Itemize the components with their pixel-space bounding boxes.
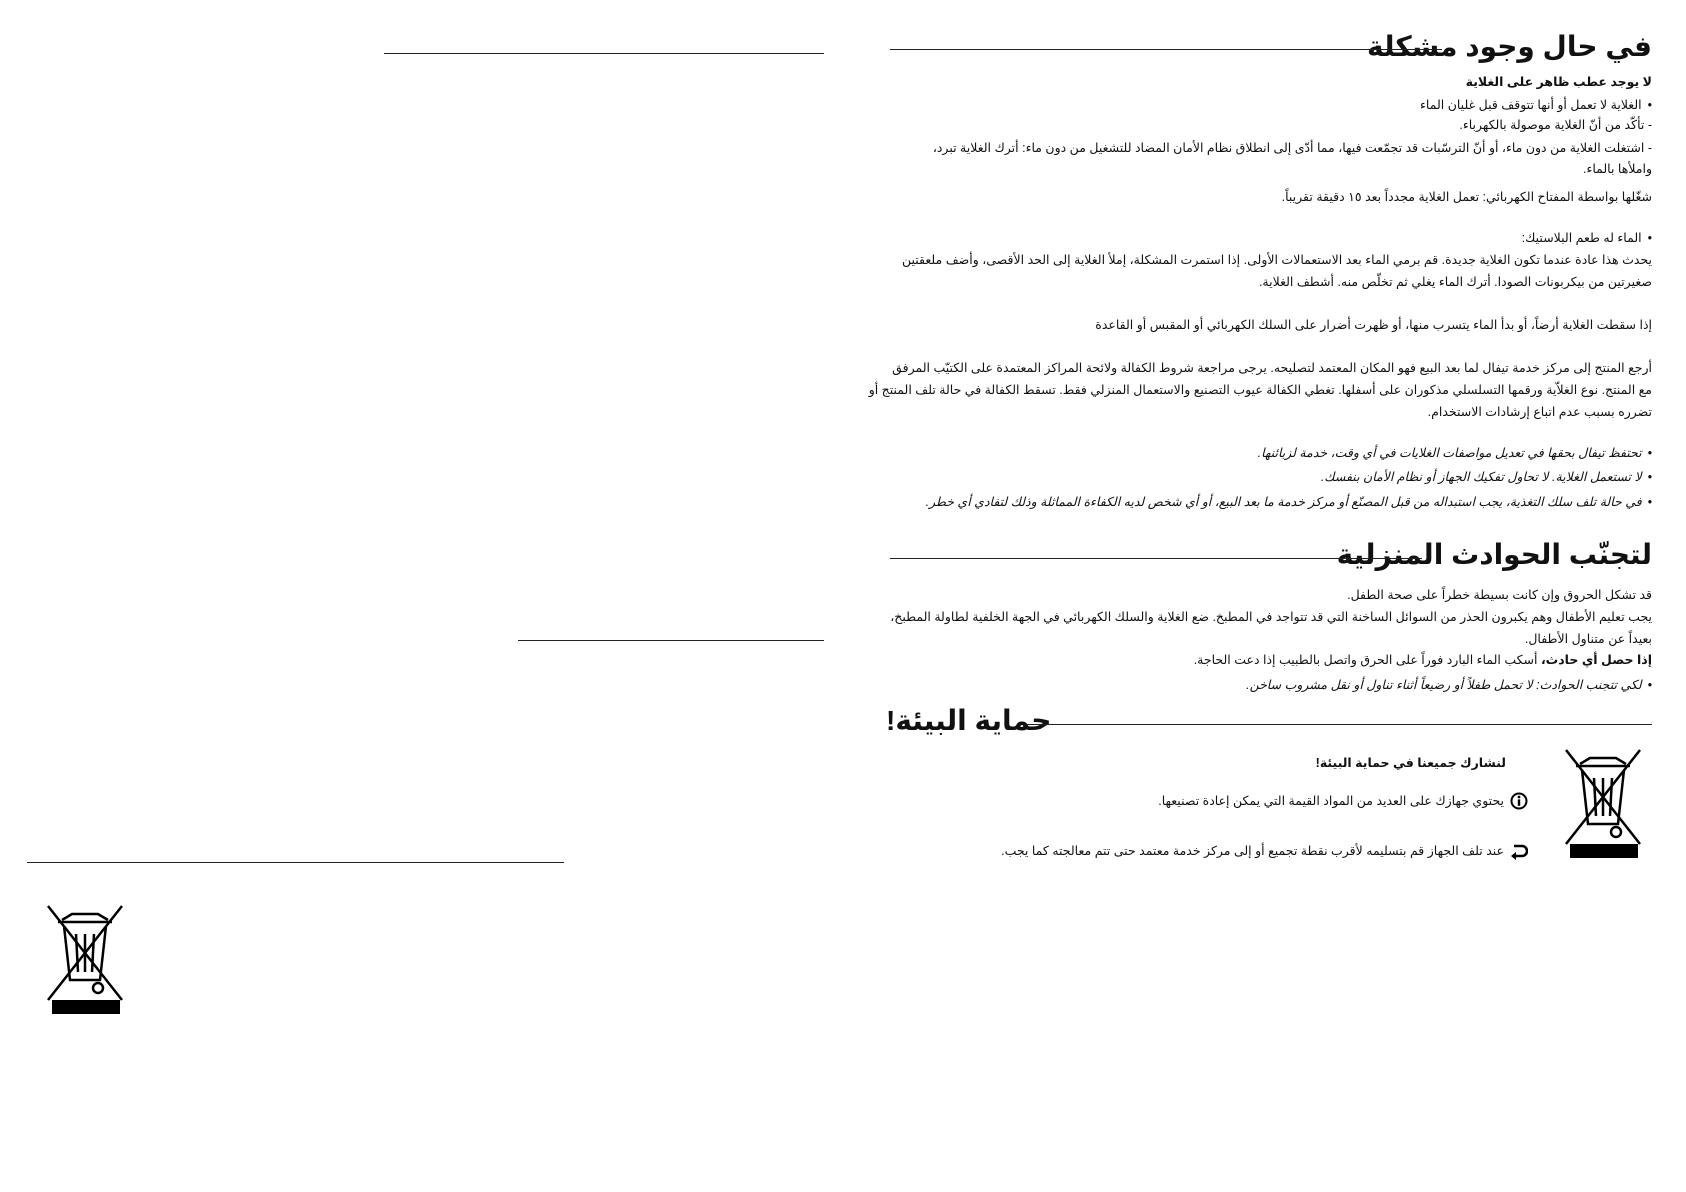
accidents-heading-rule — [890, 558, 1422, 559]
environment-info-row — [1158, 792, 1528, 810]
problem-line-6: • الماء له طعم البلاستيك: — [1522, 230, 1652, 246]
environment-info-text: يحتوي جهازك على العديد من المواد القيمة التي يمكن إعادة تصنيعها. — [1158, 794, 1504, 808]
environment-recycle-row — [1001, 842, 1528, 860]
problem-line-4: واملأها بالماء. — [1582, 162, 1652, 176]
accidents-line-3: بعيداً عن متناول الأطفال. — [1524, 632, 1652, 646]
problem-note-2: • لا تستعمل الغلاية. لا تحاول تفكيك الجهاز أو نظام الأمان بنفسك. — [1321, 469, 1652, 485]
left-top-rule — [384, 53, 824, 54]
problem-line-1: • الغلاية لا تعمل أو أنها تتوقف قبل غليان الماء — [1420, 97, 1652, 113]
left-mid-rule — [518, 640, 824, 641]
problem-line-11: مع المنتج. نوع الغلاّية ورقمها التسلسلي مذكوران على أسفلها. تغطي الكفالة عيوب التصنيع والاستعمال المنزلي فقط. تسقط الكفالة في حالة تلف المنتج أو — [868, 383, 1652, 397]
environment-subheading: لنشارك جميعنا في حماية البيئة! — [1315, 756, 1506, 770]
environment-heading-rule — [1024, 724, 1652, 725]
problem-line-10: أرجع المنتج إلى مركز خدمة تيفال لما بعد البيع فهو المكان المعتمد لتصليحه. يرجى مراجعة شروط الكفالة ولائحة المراكز المعتمدة على الكتيّب المرفق — [892, 361, 1652, 375]
recycle-arrow-icon — [1510, 842, 1528, 860]
problem-note-3: • في حالة تلف سلك التغذية، يجب استبداله من قبل المصنّع أو مركز خدمة ما بعد البيع، أو أي شخص لديه الكفاءة المماثلة وذلك لتفادي أي خطر. — [926, 494, 1652, 510]
weee-bin-icon-left — [44, 904, 126, 1016]
problem-line-3: - اشتغلت الغلاية من دون ماء، أو أنّ الترسّبات قد تجمّعت فيها، مما أدّى إلى انطلاق نظام الأمان المضاد للتشغيل من دون ماء: أترك الغلاية تبرد، — [933, 140, 1652, 156]
accidents-line-rest: أسكب الماء البارد فوراً على الحرق واتصل بالطبيب إذا دعت الحاجة. — [1193, 653, 1541, 667]
problem-note-1: • تحتفظ تيفال بحقها في تعديل مواصفات الغلايات في أي وقت، خدمة لزبائنها. — [1258, 445, 1652, 461]
problem-line-9: إذا سقطت الغلاية أرضاً، أو بدأ الماء يتسرب منها، أو ظهرت أضرار على السلك الكهربائي أو المقبس أو القاعدة — [1095, 318, 1652, 332]
accidents-line-2: يجب تعليم الأطفال وهم يكبرون الحذر من السوائل الساخنة التي قد تتواجد في المطبخ. ضع الغلاية والسلك الكهربائي في الجهة الخلفية لطاولة المطبخ، — [890, 610, 1652, 624]
weee-bin-icon-right — [1562, 748, 1644, 860]
problem-line-7: يحدث هذا عادة عندما تكون الغلاية جديدة. قم برمي الماء بعد الاستعمالات الأولى. إذا استمرت المشكلة، إملأ الغلاية إلى الحد الأقصى، وأضف ملعقتين — [901, 253, 1652, 267]
problem-line-8: صغيرتين من بيكربونات الصودا. أترك الماء يغلي ثم تخلّص منه. أشطف الغلاية. — [1258, 275, 1652, 289]
left-bottom-rule — [27, 862, 564, 863]
accidents-bold-lead: إذا حصل أي حادث، — [1540, 653, 1652, 667]
problem-heading-rule — [890, 49, 1442, 50]
problem-subheading: لا يوجد عطب ظاهر على الغلاية — [1465, 75, 1652, 89]
problem-line-12: تضرره بسبب عدم اتباع إرشادات الاستخدام. — [1427, 405, 1652, 419]
info-icon — [1510, 792, 1528, 810]
accidents-line-1: قد تشكل الحروق وإن كانت بسيطة خطراً على صحة الطفل. — [1347, 588, 1652, 602]
accidents-heading: لتجنّب الحوادث المنزلية — [1336, 539, 1652, 570]
problem-heading: في حال وجود مشكلة — [1366, 31, 1652, 62]
problem-line-2: - تأكّد من أنّ الغلاية موصولة بالكهرباء. — [1459, 117, 1652, 133]
problem-line-5: شغّلها بواسطة المفتاح الكهربائي: تعمل الغلاية مجدداً بعد ١٥ دقيقة تقريباً. — [1281, 190, 1652, 204]
environment-recycle-text: عند تلف الجهاز قم بتسليمه لأقرب نقطة تجميع أو إلى مركز خدمة معتمد حتى تتم معالجته كما يجب. — [1001, 844, 1504, 858]
accidents-line-4 — [1194, 652, 1652, 668]
accidents-note: • لكي تتجنب الحوادث: لا تحمل طفلاً أو رضيعاً أثناء تناول أو نقل مشروب ساخن. — [1246, 677, 1652, 693]
environment-heading: حماية البيئة! — [886, 705, 1052, 736]
